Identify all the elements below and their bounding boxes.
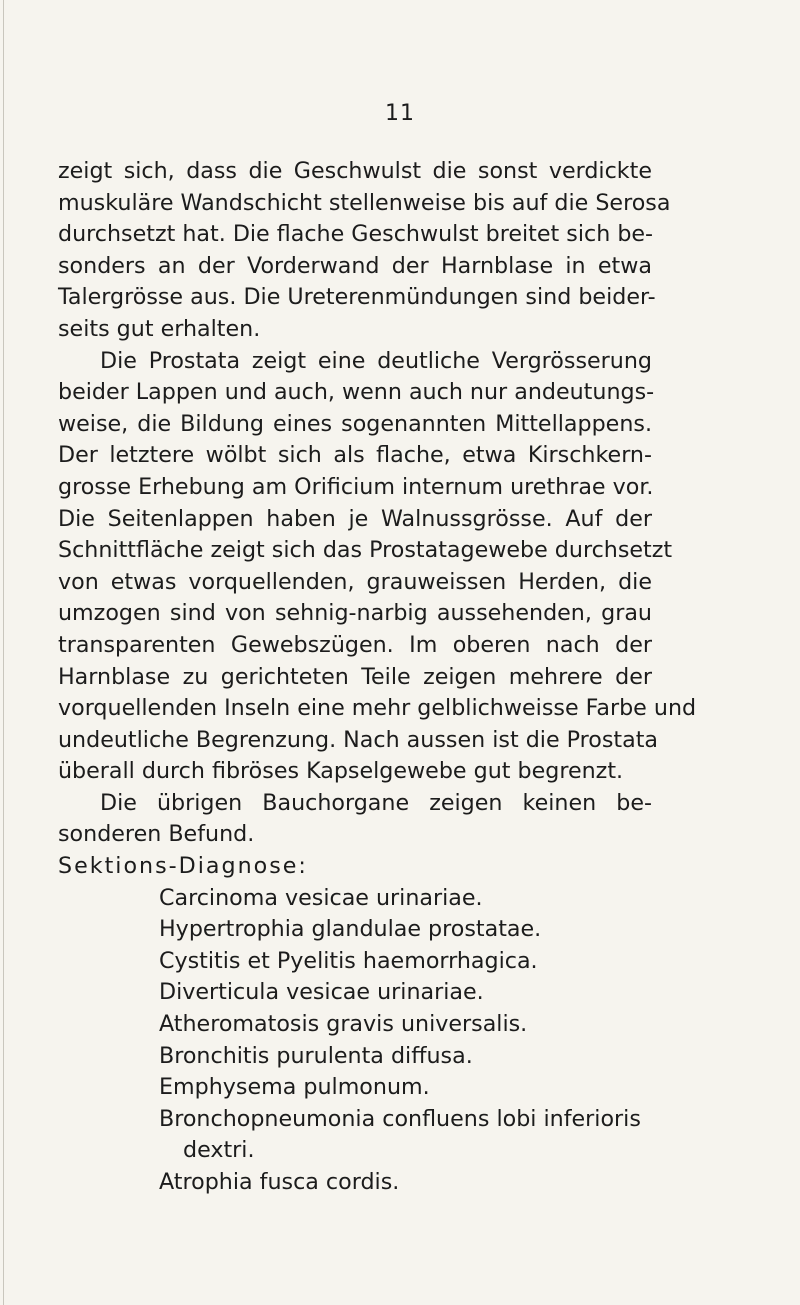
text-line: Der letztere wölbt sich als flache, etwa Kirschkern- — [58, 442, 652, 469]
text-line: sonders an der Vorderwand der Harnblase in etwa — [58, 252, 652, 279]
diagnosis-heading: Sektions-Diagnose: — [58, 853, 308, 880]
body-text — [58, 156, 697, 1199]
text-line: durchsetzt hat. Die flache Geschwulst breitet sich be- — [58, 221, 654, 248]
diagnosis-item-continuation: dextri. — [183, 1137, 255, 1164]
diagnosis-item: Hypertrophia glandulae prostatae. — [159, 916, 542, 943]
diagnosis-item: Bronchitis purulenta diffusa. — [159, 1042, 473, 1069]
text-line: von etwas vorquellenden, grauweissen Herden, die — [58, 568, 652, 595]
text-line: Talergrösse aus. Die Ureterenmündungen sind beider- — [58, 284, 656, 311]
diagnosis-item: Bronchopneumonia confluens lobi inferioris — [159, 1105, 641, 1132]
text-line: Schnittfläche zeigt sich das Prostatagewebe durchsetzt — [58, 537, 673, 564]
text-line: Die Prostata zeigt eine deutliche Vergrösserung — [100, 347, 652, 374]
text-line: sonderen Befund. — [58, 821, 255, 848]
text-line: grosse Erhebung am Orificium internum urethrae vor. — [58, 473, 654, 500]
text-line: Die übrigen Bauchorgane zeigen keinen be- — [100, 789, 652, 816]
text-line: muskuläre Wandschicht stellenweise bis auf die Serosa — [58, 189, 671, 216]
text-line: seits gut erhalten. — [58, 315, 261, 342]
text-line: transparenten Gewebszügen. Im oberen nach der — [58, 631, 652, 658]
text-line: überall durch fibröses Kapselgewebe gut begrenzt. — [58, 758, 624, 785]
text-line: vorquellenden Inseln eine mehr gelblichweisse Farbe und — [58, 695, 697, 722]
text-line: umzogen sind von sehnig-narbig aussehenden, grau — [58, 600, 652, 627]
text-line: beider Lappen und auch, wenn auch nur andeutungs- — [58, 379, 655, 406]
text-line: zeigt sich, dass die Geschwulst die sonst verdickte — [58, 158, 652, 184]
text-line: Harnblase zu gerichteten Teile zeigen mehrere der — [58, 663, 652, 690]
diagnosis-item: Diverticula vesicae urinariae. — [159, 979, 484, 1006]
diagnosis-item: Atrophia fusca cordis. — [159, 1169, 400, 1195]
page-edge — [3, 0, 4, 1305]
diagnosis-item: Emphysema pulmonum. — [159, 1074, 430, 1101]
diagnosis-item: Carcinoma vesicae urinariae. — [159, 884, 483, 911]
diagnosis-item: Cystitis et Pyelitis haemorrhagica. — [159, 947, 538, 974]
text-line: weise, die Bildung eines sogenannten Mittellappens. — [58, 410, 652, 437]
text-line: undeutliche Begrenzung. Nach aussen ist die Prostata — [58, 726, 659, 753]
page-number: 11 — [385, 101, 415, 126]
diagnosis-item: Atheromatosis gravis universalis. — [159, 1011, 528, 1038]
text-line: Die Seitenlappen haben je Walnussgrösse. Auf der — [58, 505, 652, 532]
